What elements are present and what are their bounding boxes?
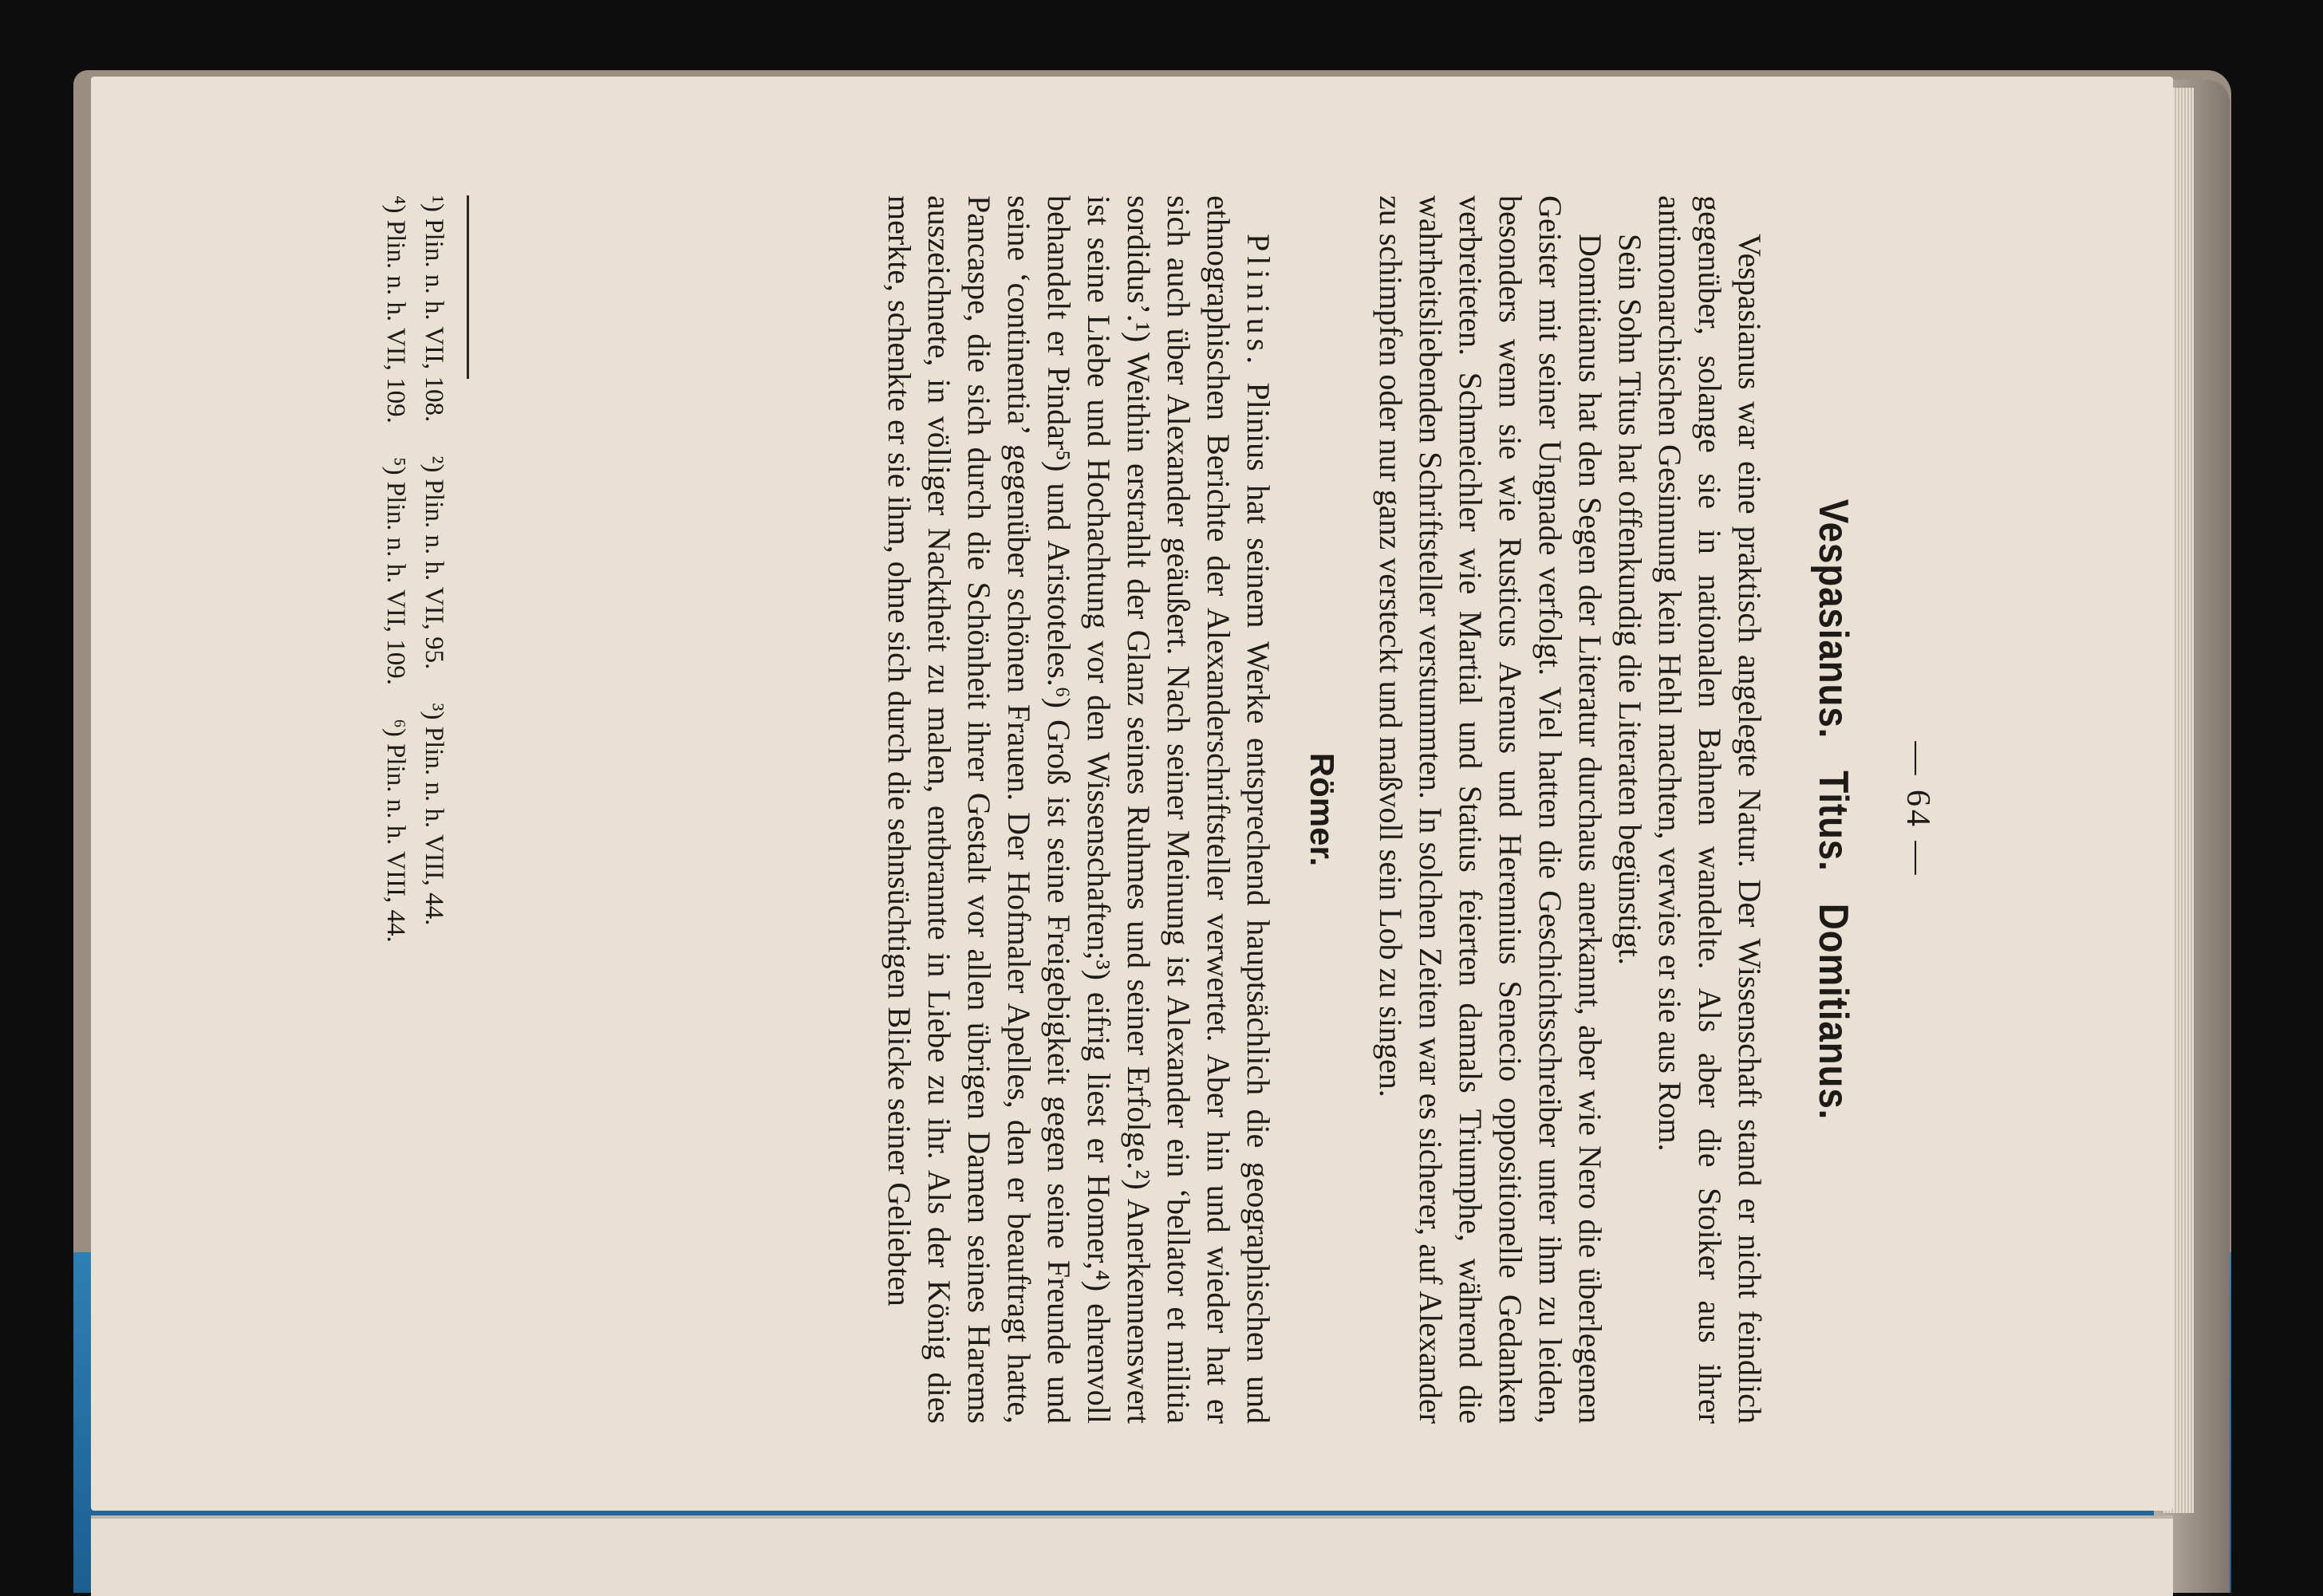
page-number: — 64 — — [1899, 741, 1936, 878]
footnote-rule — [467, 195, 469, 379]
footnote-3: ³) Plin. n. h. VIII, 44. — [420, 703, 448, 926]
body-text — [879, 195, 1769, 1424]
footnote-line — [377, 195, 415, 1424]
section-title: Römer. — [1303, 752, 1341, 867]
footnote-6: ⁶) Plin. n. h. VIII, 44. — [381, 719, 410, 943]
footnote-4: ⁴) Plin. n. h. VII, 109. — [381, 195, 410, 424]
paragraph-titus: Sein Sohn Titus hat offenkundig die Literaten begünstigt. — [1612, 234, 1648, 965]
footnote-1: ¹) Plin. n. h. VII, 108. — [420, 195, 448, 423]
footnote-line — [415, 195, 453, 1424]
paragraph-vespasianus: Vespasianus war eine praktisch angelegte Natur. Der Wissenschaft stand er nicht feindlich gegenüber, solange sie in nationalen Bahnen wandelte. Als aber die Stoiker aus ihrer antimonarchischen Gesinnung kein Hehl machten, verwies er sie aus Rom. — [1652, 195, 1768, 1424]
footnote-5: ⁵) Plin. n. h. VII, 109. — [381, 457, 410, 686]
paragraph-domitianus: Domitianus hat den Segen der Literatur durchaus anerkannt, aber wie Nero die überlegenen Geister mit seiner Ungnade verfolgt. Viel hatten die Geschichtsschreiber unter ihm zu leiden, besonders wenn sie wie Rusticus Arenus und Herennius Senecio oppositionelle Gedanken verbreiteten. Schmeichler wie Martial und Statius feierten damals Triumphe, während die wahrheitsliebenden Schriftsteller verstummten. In solchen Zeiten war es sicherer, auf Alexander zu schimpfen oder nur ganz versteckt und maßvoll sein Lob zu singen. — [1373, 195, 1608, 1424]
plinius-lead: Plinius. — [1240, 234, 1276, 369]
next-page-edge — [91, 1515, 2173, 1596]
plinius-text: Plinius hat seinem Werke entsprechend hauptsächlich die geographischen und ethnographischen Berichte der Alexanderschriftsteller verwertet. Aber hin und wieder hat er sich auch über Alexander geäußert. Nach seiner Meinung ist Alexander ein ‘bellator et militia sordidus’.¹) Weithin erstrahlt der Glanz seines Ruhmes und seiner Erfolge.²) Anerkennenswert ist seine Liebe und Hochachtung vor den Wissenschaften;³) eifrig liest er Homer,⁴) ehrenvoll behandelt er Pindar⁵) und Aristoteles.⁶) Groß ist seine Freigebigkeit gegen seine Freunde und seine ‘continentia’ gegenüber schönen Frauen. Der Hofmaler Apelles, den er beauftragt hatte, Pancaspe, die sich durch die Schönheit ihrer Gestalt vor allen übrigen Damen seines Harems auszeichnete, in völliger Nacktheit zu malen, entbrannte in Liebe zu ihr. Als der König dies merkte, schenkte er sie ihm, ohne sich durch die sehnsüchtigen Blicke seiner Geliebten — [881, 195, 1276, 1424]
footnote-2: ²) Plin. n. h. VII, 95. — [420, 455, 448, 670]
page-content — [381, 195, 1937, 1424]
chapter-title: Vespasianus. Titus. Domitianus. — [1810, 499, 1856, 1121]
paragraph-plinius — [879, 195, 1278, 1424]
footnotes — [377, 195, 453, 1424]
